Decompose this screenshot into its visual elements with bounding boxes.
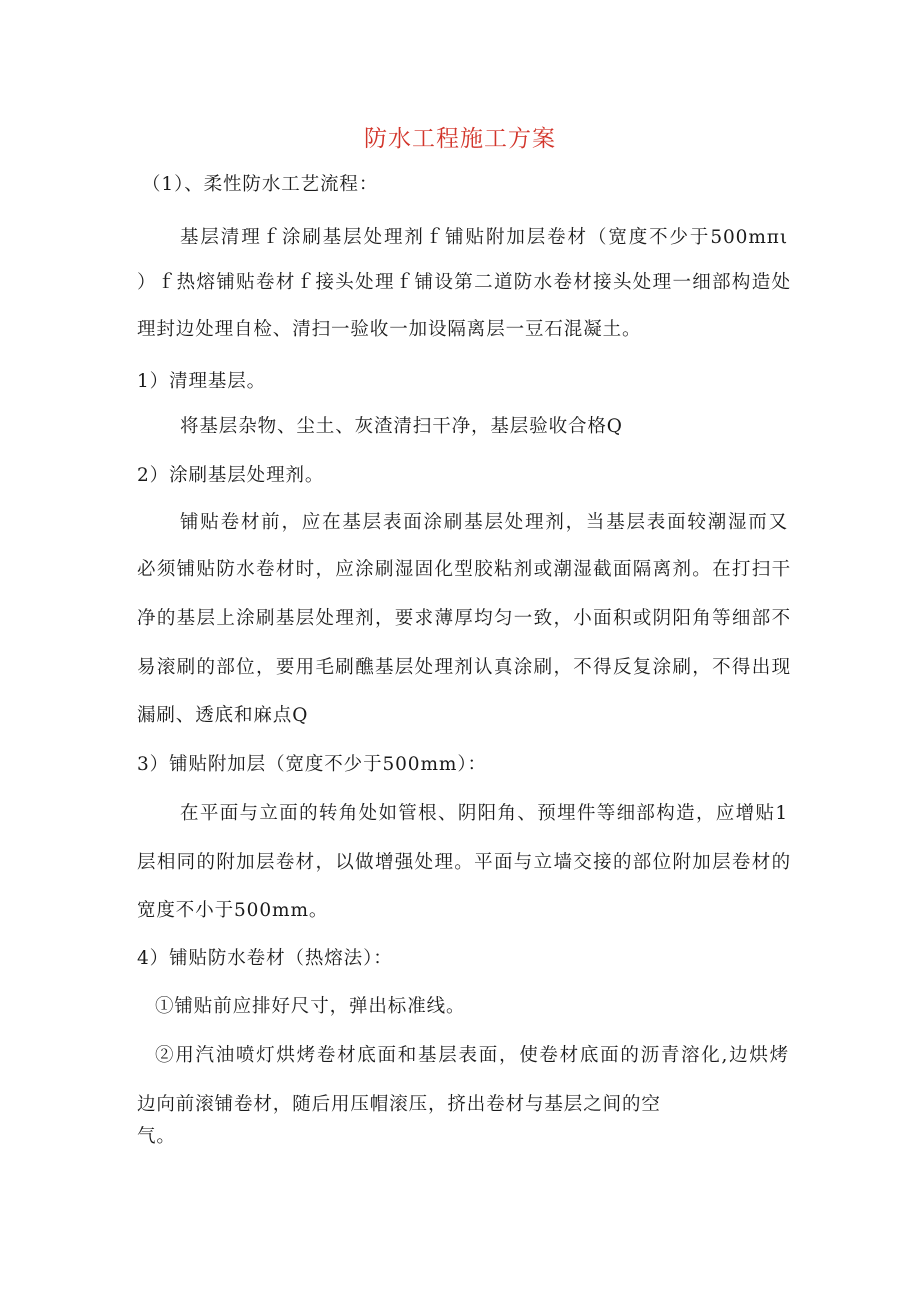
paragraph-line: 4）铺贴防水卷材（热熔法）： — [137, 948, 393, 969]
paragraph-line: 气。 — [137, 1126, 176, 1147]
paragraph-line: 铺贴卷材前，应在基层表面涂刷基层处理剂，当基层表面较潮湿而又 — [180, 512, 788, 533]
paragraph-line: 易滚刷的部位，要用毛刷醮基层处理剂认真涂刷，不得反复涂刷，不得出现 — [137, 657, 791, 678]
paragraph-line: ①铺贴前应排好尺寸，弹出标准线。 — [155, 996, 466, 1017]
paragraph-line: 基层清理ｆ涂刷基层处理剂ｆ铺贴附加层卷材（宽度不少于500mπι — [180, 227, 788, 248]
paragraph-line: 必须铺贴防水卷材时，应涂刷湿固化型胶粘剂或潮湿截面隔离剂。在打扫干 — [137, 559, 791, 580]
paragraph-line: 理封边处理自检、清扫一验收一加设隔离层一豆石混凝土。 — [137, 319, 642, 340]
paragraph-line: （1）、柔性防水工艺流程： — [142, 174, 379, 195]
paragraph-line: 宽度不小于500mm。 — [137, 900, 329, 921]
paragraph-line: 层相同的附加层卷材，以做增强处理。平面与立墙交接的部位附加层卷材的 — [137, 852, 791, 873]
paragraph-line: ②用汽油喷灯烘烤卷材底面和基层表面，使卷材底面的沥青溶化,边烘烤 — [155, 1045, 789, 1066]
paragraph-line: 2）涂刷基层处理剂。 — [137, 465, 325, 486]
paragraph-line: ）ｆ热熔铺贴卷材ｆ接头处理ｆ铺设第二道防水卷材接头处理一细部构造处 — [137, 272, 791, 293]
paragraph-line: 1）清理基层。 — [137, 371, 267, 392]
paragraph-line: 漏刷、透底和麻点Q — [137, 705, 309, 726]
paragraph-line: 边向前滚铺卷材，随后用压帽滚压，挤出卷材与基层之间的空 — [137, 1094, 661, 1115]
paragraph-line: 净的基层上涂刷基层处理剂，要求薄厚均匀一致，小面积或阴阳角等细部不 — [137, 608, 791, 629]
paragraph-line: 在平面与立面的转角处如管根、阴阳角、预埋件等细部构造，应增贴1 — [180, 803, 788, 824]
document-title: 防水工程施工方案 — [364, 126, 556, 152]
paragraph-line: 将基层杂物、尘土、灰渣清扫干净，基层验收合格Q — [180, 416, 623, 437]
paragraph-line: 3）铺贴附加层（宽度不少于500mm）： — [137, 754, 487, 775]
